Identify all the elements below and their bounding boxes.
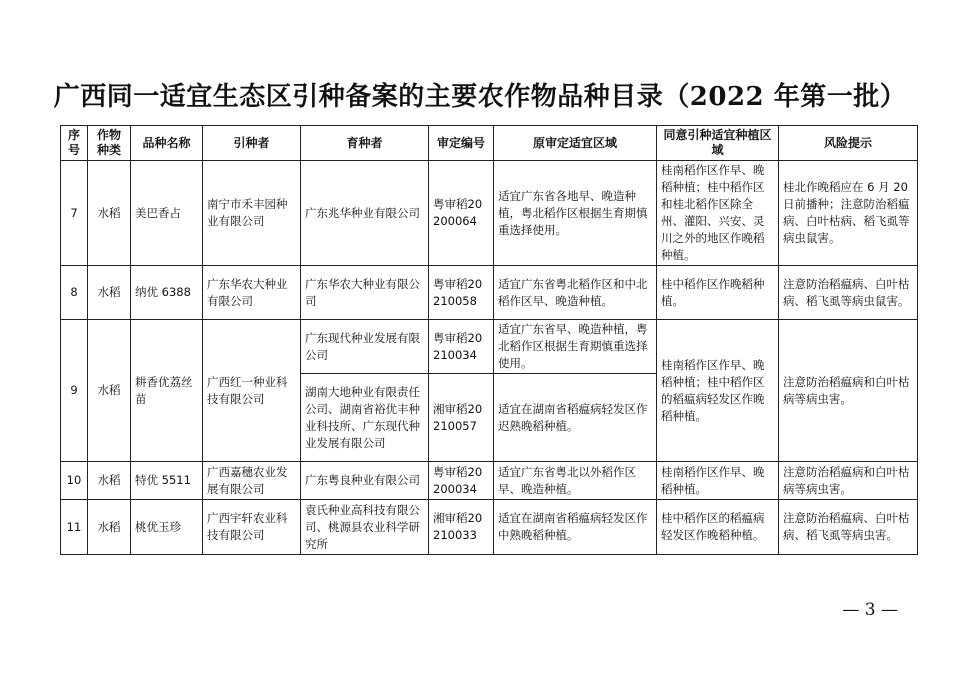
header-breeder: 育种者 — [301, 126, 429, 161]
cell-variety: 纳优 6388 — [131, 266, 203, 320]
cell-agreed-area: 桂南稻作区作早、晚稻种植；桂中稻作区的稻瘟病轻发区作晚稻种植。 — [657, 320, 779, 462]
header-agreed-area: 同意引种适宜种植区域 — [657, 126, 779, 161]
cell-breeder: 广东粤良种业有限公司 — [301, 462, 429, 500]
header-variety: 品种名称 — [131, 126, 203, 161]
table-row — [61, 161, 918, 266]
cell-variety: 美巴香占 — [131, 161, 203, 266]
document-title: 广西同一适宜生态区引种备案的主要农作物品种目录（2022 年第一批） — [53, 82, 907, 112]
cell-seq: 9 — [61, 320, 88, 462]
cell-introducer: 南宁市禾丰园种业有限公司 — [203, 161, 301, 266]
variety-catalog-table — [60, 125, 918, 555]
cell-crop: 水稻 — [88, 320, 131, 462]
header-crop: 作物种类 — [88, 126, 131, 161]
cell-breeder: 湖南大地种业有限责任公司、湖南省裕优丰种业科技所、广东现代种业发展有限公司 — [301, 374, 429, 462]
cell-approval: 粤审稻20200034 — [429, 462, 494, 500]
cell-seq: 10 — [61, 462, 88, 500]
cell-variety: 特优 5511 — [131, 462, 203, 500]
cell-introducer: 广西红一种业科技有限公司 — [203, 320, 301, 462]
cell-approval: 粤审稻20210058 — [429, 266, 494, 320]
table-row — [61, 266, 918, 320]
cell-crop: 水稻 — [88, 462, 131, 500]
cell-risk: 注意防治稻瘟病、白叶枯病、稻飞虱等病虫害。 — [779, 500, 918, 555]
cell-orig-area: 适宜广东省早、晚造种植，粤北稻作区根据生育期慎重选择使用。 — [494, 320, 657, 374]
cell-risk: 桂北作晚稻应在 6 月 20 日前播种；注意防治稻瘟病、白叶枯病、稻飞虱等病虫鼠害。 — [779, 161, 918, 266]
cell-risk: 注意防治稻瘟病、白叶枯病、稻飞虱等病虫鼠害。 — [779, 266, 918, 320]
cell-orig-area: 适宜广东省各地早、晚造种植，粤北稻作区根据生育期慎重选择使用。 — [494, 161, 657, 266]
table-row — [61, 320, 918, 374]
cell-risk: 注意防治稻瘟病和白叶枯病等病虫害。 — [779, 462, 918, 500]
cell-crop: 水稻 — [88, 161, 131, 266]
table-row — [61, 500, 918, 555]
cell-orig-area: 适宜广东省粤北稻作区和中北稻作区早、晚造种植。 — [494, 266, 657, 320]
cell-introducer: 广东华农大种业有限公司 — [203, 266, 301, 320]
header-approval: 审定编号 — [429, 126, 494, 161]
table-header-row — [61, 126, 918, 161]
cell-orig-area: 适宜在湖南省稻瘟病轻发区作迟熟晚稻种植。 — [494, 374, 657, 462]
cell-introducer: 广西嘉穗农业发展有限公司 — [203, 462, 301, 500]
page-number: — 3 — — [842, 600, 898, 620]
header-risk: 风险提示 — [779, 126, 918, 161]
cell-agreed-area: 桂南稻作区作早、晚稻种植；桂中稻作区和桂北稻作区除全州、灌阳、兴安、灵川之外的地区作晚稻种植。 — [657, 161, 779, 266]
cell-variety: 桃优玉珍 — [131, 500, 203, 555]
header-introducer: 引种者 — [203, 126, 301, 161]
header-orig-area: 原审定适宜区域 — [494, 126, 657, 161]
cell-approval: 粤审稻20200064 — [429, 161, 494, 266]
cell-agreed-area: 桂中稻作区的稻瘟病轻发区作晚稻种植。 — [657, 500, 779, 555]
cell-orig-area: 适宜广东省粤北以外稻作区早、晚造种植。 — [494, 462, 657, 500]
cell-seq: 8 — [61, 266, 88, 320]
cell-seq: 7 — [61, 161, 88, 266]
header-seq: 序号 — [61, 126, 88, 161]
cell-breeder: 广东现代种业发展有限公司 — [301, 320, 429, 374]
cell-seq: 11 — [61, 500, 88, 555]
cell-orig-area: 适宜在湖南省稻瘟病轻发区作中熟晚稻种植。 — [494, 500, 657, 555]
cell-risk: 注意防治稻瘟病和白叶枯病等病虫害。 — [779, 320, 918, 462]
table-row — [61, 462, 918, 500]
cell-breeder: 广东兆华种业有限公司 — [301, 161, 429, 266]
cell-approval: 湘审稻20210033 — [429, 500, 494, 555]
cell-breeder: 广东华农大种业有限公司 — [301, 266, 429, 320]
cell-crop: 水稻 — [88, 266, 131, 320]
cell-variety: 耕香优荔丝苗 — [131, 320, 203, 462]
cell-crop: 水稻 — [88, 500, 131, 555]
cell-agreed-area: 桂南稻作区作早、晚稻种植。 — [657, 462, 779, 500]
cell-breeder: 袁氏种业高科技有限公司、桃源县农业科学研究所 — [301, 500, 429, 555]
cell-introducer: 广西宇轩农业科技有限公司 — [203, 500, 301, 555]
cell-approval: 湘审稻20210057 — [429, 374, 494, 462]
cell-agreed-area: 桂中稻作区作晚稻种植。 — [657, 266, 779, 320]
cell-approval: 粤审稻20210034 — [429, 320, 494, 374]
